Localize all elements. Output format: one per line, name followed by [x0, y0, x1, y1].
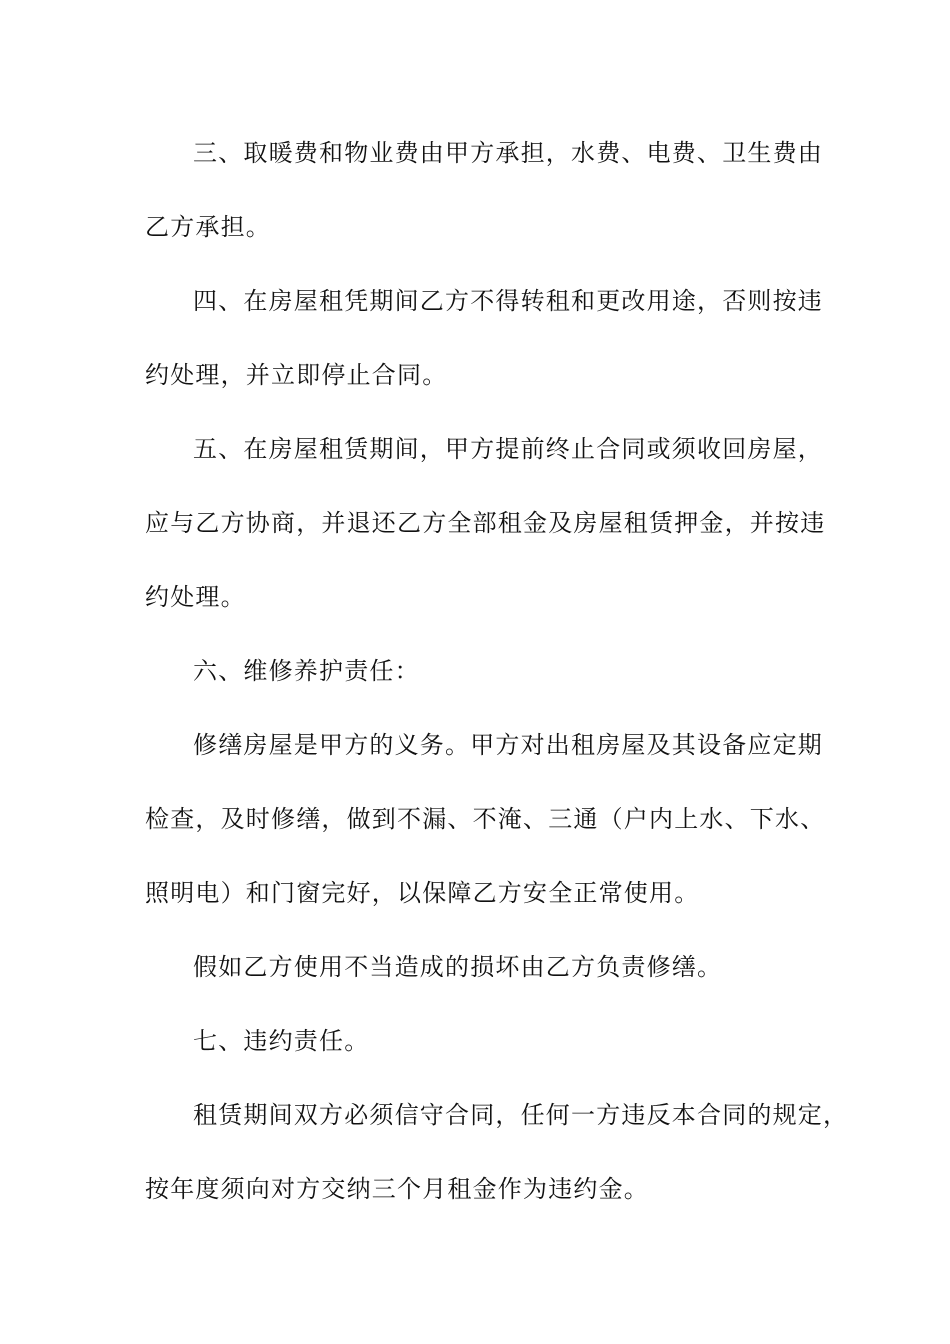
clause-6-para-2: 假如乙方使用不当造成的损坏由乙方负责修缮。 — [193, 953, 723, 981]
clause-5-line-2: 应与乙方协商，并退还乙方全部租金及房屋租赁押金，并按违 — [145, 509, 826, 537]
clause-4-line-2: 约处理，并立即停止合同。 — [145, 361, 448, 389]
clause-6-para-1-line-3: 照明电）和门窗完好，以保障乙方安全正常使用。 — [145, 879, 700, 907]
clause-7-heading: 七、违约责任。 — [193, 1027, 370, 1055]
clause-5-line-1: 五、在房屋租赁期间，甲方提前终止合同或须收回房屋， — [193, 435, 823, 463]
clause-6-para-1-line-1: 修缮房屋是甲方的义务。甲方对出租房屋及其设备应定期 — [193, 731, 823, 759]
clause-5-line-3: 约处理。 — [145, 583, 246, 611]
clause-3-line-1: 三、取暖费和物业费由甲方承担，水费、电费、卫生费由 — [193, 139, 823, 167]
clause-6-heading: 六、维修养护责任： — [193, 657, 420, 685]
clause-4-line-1: 四、在房屋租凭期间乙方不得转租和更改用途，否则按违 — [193, 287, 823, 315]
clause-3-line-2: 乙方承担。 — [145, 213, 271, 241]
clause-6-para-1-line-2: 检查，及时修缮，做到不漏、不淹、三通（户内上水、下水、 — [145, 805, 826, 833]
clause-7-para-line-2: 按年度须向对方交纳三个月租金作为违约金。 — [145, 1175, 649, 1203]
clause-7-para-line-1: 租赁期间双方必须信守合同，任何一方违反本合同的规定， — [193, 1101, 849, 1129]
